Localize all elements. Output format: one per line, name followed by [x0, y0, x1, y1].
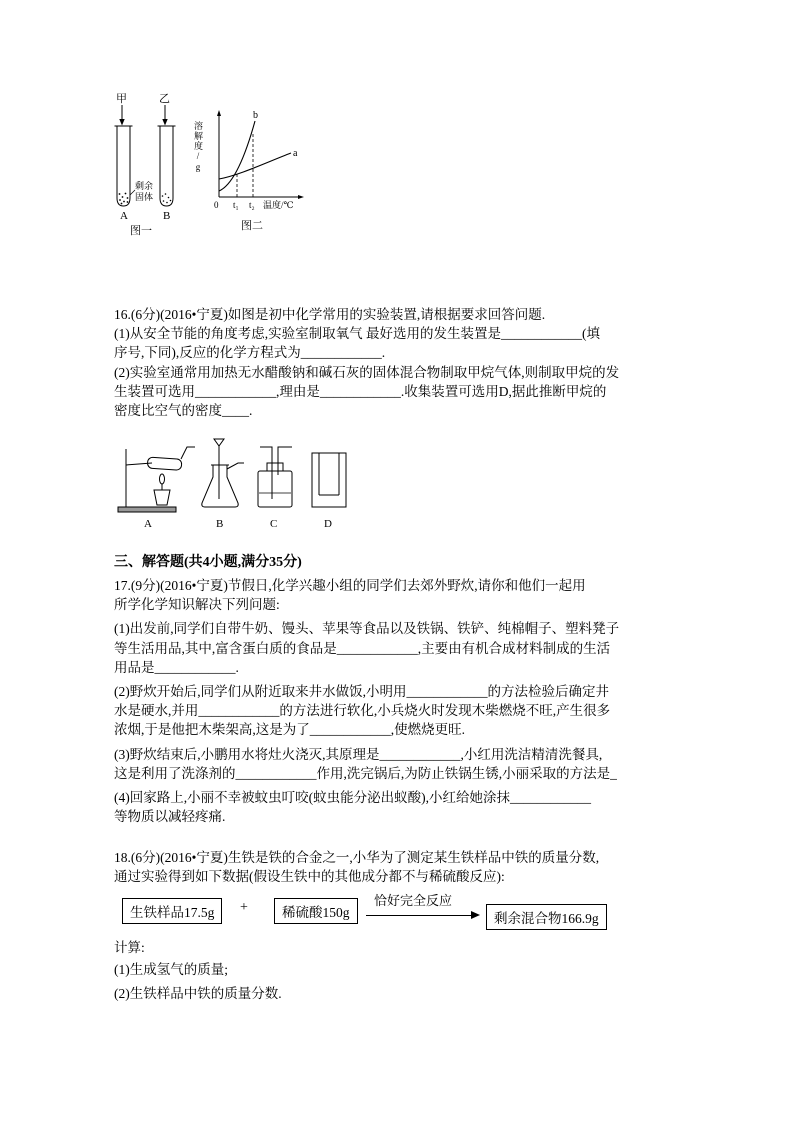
device-b-flask-funnel: [202, 439, 244, 507]
q17-line-1: 17.(9分)(2016•宁夏)节假日,化学兴趣小组的同学们去郊外野炊,请你和他们一起用: [114, 578, 586, 593]
down-arrow-icon: [122, 105, 165, 119]
apparatus-label-b: B: [216, 518, 224, 530]
flow-box-remaining-mixture: 剩余混合物166.9g: [486, 904, 607, 930]
tube-jia-label: 甲: [116, 93, 127, 105]
down-arrow-head-icon: [162, 119, 167, 126]
question-16: [114, 305, 689, 420]
plus-sign: +: [240, 900, 248, 915]
q16-line-5: 生装置可选用____________,理由是____________.收集装置可选用D,据此推断甲烷的: [114, 383, 607, 399]
tube-b-letter: B: [163, 210, 171, 222]
figure2-svg: [205, 105, 310, 240]
q17-line-5: 用品是____________.: [114, 659, 239, 675]
x-axis-arrow-icon: [298, 195, 304, 199]
curve-a: [219, 153, 291, 179]
q16-line-2: (1)从安全节能的角度考虑,实验室制取氧气 最好选用的发生装置是____________(填: [114, 326, 600, 342]
x-axis-label: 温度/℃: [263, 200, 294, 210]
q17-line-2: 所学化学知识解决下列问题:: [114, 597, 280, 613]
question-18: [114, 848, 689, 886]
q16-line-3: 序号,下同),反应的化学方程式为____________.: [114, 345, 386, 361]
t2-tick-label: t₂: [249, 200, 255, 210]
t1-tick-label: t₁: [233, 200, 239, 210]
curve-a-label: a: [293, 148, 298, 159]
section-heading: 三、解答题(共4小题,满分35分): [114, 555, 302, 570]
q17-line-9: (3)野炊结束后,小鹏用水将灶火浇灭,其原理是____________,小红用洗洁精清洗餐具,: [114, 746, 603, 762]
q18-item-1: (1)生成氢气的质量;: [114, 962, 228, 977]
reaction-arrow-label: 恰好完全反应: [374, 893, 453, 908]
q17-line-8: 浓烟,于是他把木柴架高,这是为了____________,使燃烧更旺.: [114, 722, 465, 738]
q18-compute-label: 计算:: [114, 940, 145, 955]
residue-label-line1: 剩余: [135, 181, 154, 191]
right-arrow-icon: [471, 911, 480, 919]
figure-2-solubility-graph: [193, 105, 313, 240]
q18-flow-diagram: [114, 890, 674, 936]
device-a-heating-setup: [118, 447, 195, 512]
tube-a-letter: A: [120, 210, 128, 222]
question-17: [114, 576, 689, 826]
apparatus-diagram: [110, 437, 370, 532]
device-c-gas-washing-bottle: [258, 447, 292, 507]
flow-box-pig-iron: 生铁样品17.5g: [122, 898, 222, 924]
q16-line-4: (2)实验室通常用加热无水醋酸钠和碱石灰的固体混合物制取甲烷气体,则制取甲烷的发: [114, 364, 620, 380]
q17-line-7: 水是硬水,并用____________的方法进行软化,小兵烧火时发现木柴燃烧不旺,产生很多: [114, 703, 611, 719]
q16-line-1: 16.(6分)(2016•宁夏)如图是初中化学常用的实验装置,请根据要求回答问题.: [114, 307, 546, 322]
down-arrow-head-icon: [119, 119, 124, 126]
q17-line-3: (1)出发前,同学们自带牛奶、馒头、苹果等食品以及铁锅、铁铲、纯棉帽子、塑料凳子: [114, 621, 620, 637]
y-axis-arrow-icon: [217, 110, 221, 116]
apparatus-label-c: C: [270, 518, 278, 530]
q18-item-2: (2)生铁样品中铁的质量分数.: [114, 986, 282, 1001]
residue-label-line2: 固体: [135, 192, 154, 202]
q18-line-2: 通过实验得到如下数据(假设生铁中的其他成分都不与稀硫酸反应):: [114, 869, 505, 885]
apparatus-svg: [110, 437, 370, 532]
q17-line-11: (4)回家路上,小丽不幸被蚊虫叮咬(蚊虫能分泌出蚁酸),小红给她涂抹____________: [114, 790, 591, 806]
q16-line-6: 密度比空气的密度____.: [114, 403, 253, 419]
q17-line-6: (2)野炊开始后,同学们从附近取来井水做饭,小明用____________的方法检验后确定井: [114, 684, 609, 700]
figure2-caption: 图二: [241, 220, 263, 232]
apparatus-label-a: A: [144, 518, 152, 530]
curve-b-label: b: [253, 110, 258, 121]
apparatus-label-d: D: [324, 518, 332, 530]
test-tube-a: [115, 126, 133, 206]
q17-line-10: 这是利用了洗涤剂的____________作用,洗完锅后,为防止铁锅生锈,小丽采取的方法是_: [114, 765, 617, 781]
q17-line-4: 等生活用品,其中,富含蛋白质的食品是____________,主要由有机合成材料制成的生活: [114, 640, 611, 656]
y-axis-label: 溶解度/g: [193, 121, 203, 173]
device-d-collection-jar: [312, 453, 346, 507]
reaction-arrow: [366, 890, 484, 926]
arrow-line: [366, 915, 474, 916]
figure1-caption: 图一: [130, 225, 152, 237]
origin-label: 0: [214, 200, 219, 210]
flow-box-dilute-acid: 稀硫酸150g: [274, 898, 358, 924]
tube-yi-label: 乙: [159, 93, 170, 105]
axes: [219, 115, 299, 197]
q18-line-1: 18.(6分)(2016•宁夏)生铁是铁的合金之一,小华为了测定某生铁样品中铁的质量分数,: [114, 850, 600, 865]
q17-line-12: 等物质以减轻疼痛.: [114, 809, 226, 825]
test-tube-b: [158, 126, 176, 206]
